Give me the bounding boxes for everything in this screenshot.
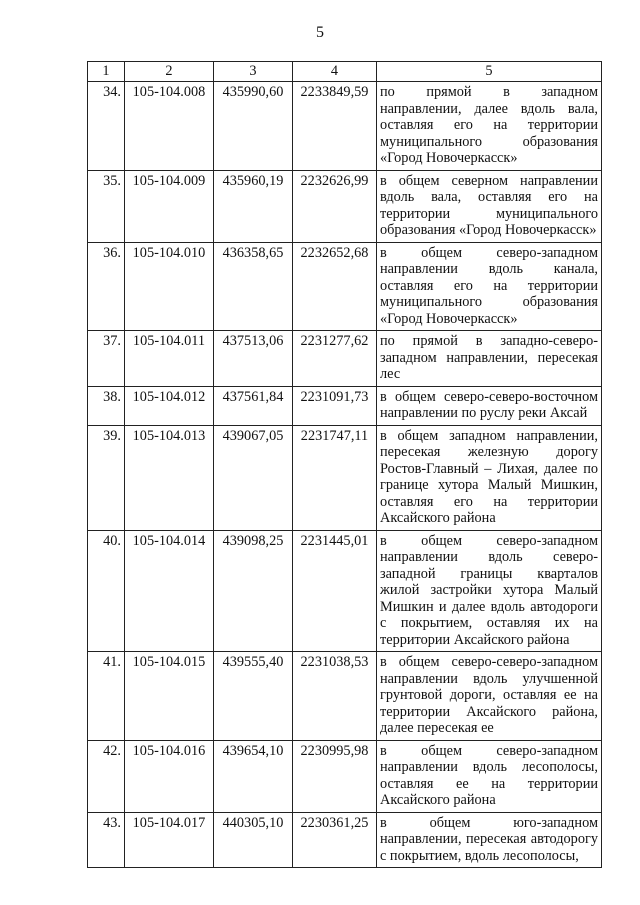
x-coordinate: 435960,19 bbox=[214, 170, 293, 242]
header-col-2: 2 bbox=[125, 62, 214, 82]
row-number: 38. bbox=[88, 386, 125, 425]
boundary-points-table bbox=[87, 61, 602, 868]
header-col-5: 5 bbox=[377, 62, 602, 82]
table-row bbox=[88, 386, 602, 425]
point-code: 105-104.017 bbox=[125, 812, 214, 868]
point-code: 105-104.008 bbox=[125, 82, 214, 171]
row-number: 34. bbox=[88, 82, 125, 171]
boundary-description: в общем северо-северо-восточном направлении по руслу реки Аксай bbox=[377, 386, 602, 425]
table-row bbox=[88, 82, 602, 171]
header-col-4: 4 bbox=[293, 62, 377, 82]
y-coordinate: 2231091,73 bbox=[293, 386, 377, 425]
table-row bbox=[88, 331, 602, 387]
point-code: 105-104.010 bbox=[125, 242, 214, 331]
y-coordinate: 2231747,11 bbox=[293, 425, 377, 530]
header-col-1: 1 bbox=[88, 62, 125, 82]
row-number: 42. bbox=[88, 740, 125, 812]
boundary-description: в общем северо-западном направлении вдоль лесополосы, оставляя ее на территории Аксайского района bbox=[377, 740, 602, 812]
boundary-description: по прямой в западном направлении, далее вдоль вала, оставляя его на территории муниципального образования «Город Новочеркасск» bbox=[377, 82, 602, 171]
point-code: 105-104.014 bbox=[125, 530, 214, 652]
row-number: 43. bbox=[88, 812, 125, 868]
y-coordinate: 2231038,53 bbox=[293, 652, 377, 741]
boundary-description: в общем юго-западном направлении, пересекая автодорогу с покрытием, вдоль лесополосы, bbox=[377, 812, 602, 868]
x-coordinate: 437513,06 bbox=[214, 331, 293, 387]
x-coordinate: 439067,05 bbox=[214, 425, 293, 530]
x-coordinate: 435990,60 bbox=[214, 82, 293, 171]
y-coordinate: 2233849,59 bbox=[293, 82, 377, 171]
y-coordinate: 2231277,62 bbox=[293, 331, 377, 387]
table-header-row bbox=[88, 62, 602, 82]
row-number: 40. bbox=[88, 530, 125, 652]
x-coordinate: 436358,65 bbox=[214, 242, 293, 331]
boundary-description: по прямой в западно-северо-западном направлении, пересекая лес bbox=[377, 331, 602, 387]
point-code: 105-104.011 bbox=[125, 331, 214, 387]
table-row bbox=[88, 530, 602, 652]
table-row bbox=[88, 812, 602, 868]
boundary-description: в общем западном направлении, пересекая железную дорогу Ростов-Главный – Лихая, далее по границе хутора Малый Мишкин, оставляя его на территории Аксайского района bbox=[377, 425, 602, 530]
row-number: 37. bbox=[88, 331, 125, 387]
table-row bbox=[88, 425, 602, 530]
table-row bbox=[88, 242, 602, 331]
point-code: 105-104.013 bbox=[125, 425, 214, 530]
table-row bbox=[88, 652, 602, 741]
x-coordinate: 439555,40 bbox=[214, 652, 293, 741]
boundary-description: в общем северном направлении вдоль вала, оставляя его на территории муниципального образования «Город Новочеркасск» bbox=[377, 170, 602, 242]
y-coordinate: 2231445,01 bbox=[293, 530, 377, 652]
x-coordinate: 439098,25 bbox=[214, 530, 293, 652]
point-code: 105-104.009 bbox=[125, 170, 214, 242]
page-number: 5 bbox=[316, 24, 324, 41]
row-number: 35. bbox=[88, 170, 125, 242]
boundary-description: в общем северо-западном направлении вдоль северо-западной границы кварталов жилой застройки хутора Малый Мишкин и далее вдоль автодороги с покрытием, оставляя их на территории Аксайского района bbox=[377, 530, 602, 652]
table-row bbox=[88, 170, 602, 242]
y-coordinate: 2230361,25 bbox=[293, 812, 377, 868]
boundary-description: в общем северо-северо-западном направлении вдоль улучшенной грунтовой дороги, оставляя ее на территории Аксайского района, далее пересекая ее bbox=[377, 652, 602, 741]
x-coordinate: 439654,10 bbox=[214, 740, 293, 812]
table-row bbox=[88, 740, 602, 812]
point-code: 105-104.015 bbox=[125, 652, 214, 741]
x-coordinate: 437561,84 bbox=[214, 386, 293, 425]
y-coordinate: 2232626,99 bbox=[293, 170, 377, 242]
row-number: 39. bbox=[88, 425, 125, 530]
y-coordinate: 2230995,98 bbox=[293, 740, 377, 812]
row-number: 41. bbox=[88, 652, 125, 741]
point-code: 105-104.016 bbox=[125, 740, 214, 812]
row-number: 36. bbox=[88, 242, 125, 331]
x-coordinate: 440305,10 bbox=[214, 812, 293, 868]
point-code: 105-104.012 bbox=[125, 386, 214, 425]
header-col-3: 3 bbox=[214, 62, 293, 82]
y-coordinate: 2232652,68 bbox=[293, 242, 377, 331]
boundary-description: в общем северо-западном направлении вдоль канала, оставляя его на территории муниципального образования «Город Новочеркасск» bbox=[377, 242, 602, 331]
